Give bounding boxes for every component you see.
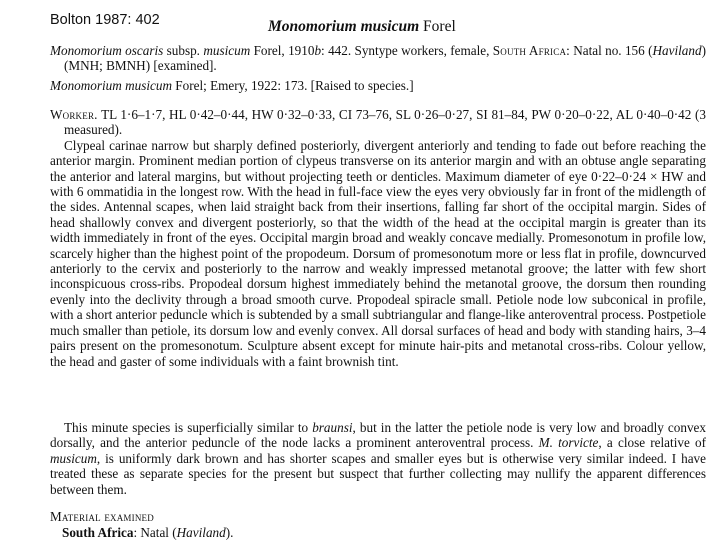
- synonym-year-letter: b: [314, 43, 322, 58]
- synonym-epithet: musicum: [203, 43, 251, 58]
- material-text: ).: [225, 525, 234, 540]
- material-line: [62, 525, 233, 541]
- discussion-text: , a close relative of: [598, 435, 706, 451]
- synonym-collector: Haviland: [652, 43, 702, 58]
- worker-description: Clypeal carinae narrow but sharply defined posteriorly, divergent anteriorly and tending to fade out before reaching the anterior margin. Prominent median portion of clypeus transverse on its anterior margin and with an obtuse angle separating the anterior and lateral margins, but without projecting teeth or denticles. Maximum diameter of eye 0·22–0·24 × HW and with 6 ommatidia in the longest row. With the head in full-face view the eyes very obviously far in front of the midlength of the sides. Antennal scapes, when laid straight back from their insertions, falling far short of the occipital margin. Sides of head shallowly convex and divergent posteriorly, so that the width of the head at the occipital margin is greater than its width immediately in front of the eyes. Occipital margin broad and weakly concave medially. Promesonotum in profile low, scarcely higher than the highest point of the propodeum. Dorsum of promesonotum more or less flat in profile, downcurved anteriorly to the cervix and posteriorly to the narrow and weakly impressed metanotal groove; the latter with few short inconspicuous cross-ribs. Propodeal dorsum highest immediately behind the metanotal groove, the dorsum then rounding evenly into the declivity through a broad smooth curve. Propodeal spiracle small. Petiole node low subconical in profile, with a short anterior peduncle which is subtended by a small subtriangular and flange-like anteroventral process. Postpetiole much smaller than petiole, its dorsum low and evenly convex. All dorsal surfaces of head and body with standing hairs, 3–4 pairs present on the promesonotum. Sculpture absent except for minute hair-pits and metanotal cross-ribs. Colour yellow, the head and gaster of some individuals with a faint brownish tint.: [50, 137, 706, 369]
- synonym-text: Forel, 1910: [250, 43, 315, 58]
- synonym-text: : 442. Syntype workers, female,: [321, 43, 493, 58]
- discussion-text: , is uniformly dark brown and has shorter scapes and smaller eyes but is otherwise very similar indeed. I have treated these as separate species for the present but suspect that further collecting may nullify the apparent differences between them.: [50, 450, 706, 497]
- worker-label: Worker.: [50, 107, 98, 122]
- synonym-text: : Natal no. 156 (: [566, 43, 653, 58]
- synonym-text: ) (MNH; BMNH) [examined].: [64, 43, 706, 74]
- synonymy-entry-2: [50, 78, 706, 93]
- header-reference: Bolton 1987: 402: [50, 12, 160, 28]
- worker-measurements: [50, 107, 706, 138]
- discussion-text: This minute species is superficially similar to: [64, 420, 313, 435]
- synonym-name: Monomorium oscaris: [50, 43, 164, 58]
- title-author: Forel: [423, 18, 456, 35]
- material-collector: Haviland: [176, 525, 226, 540]
- species-name: braunsi: [312, 420, 353, 435]
- measurements-text: TL 1·6–1·7, HL 0·42–0·44, HW 0·32–0·33, CI 73–76, SL 0·26–0·27, SI 81–84, PW 0·20–0·22, AL 0·40–0·42 (3 measured).: [64, 107, 706, 138]
- synonym-name: Monomorium musicum: [50, 77, 172, 93]
- synonym-locality: South Africa: [492, 43, 567, 58]
- synonym-text: subsp.: [163, 43, 204, 58]
- worker-description-block: [50, 107, 706, 369]
- synonymy-block: [50, 43, 706, 93]
- species-title: [268, 18, 456, 36]
- species-name: musicum: [50, 450, 97, 466]
- material-heading: Material examined: [50, 509, 154, 524]
- synonymy-entry-1: [50, 43, 706, 74]
- title-binomial: Monomorium musicum: [268, 18, 420, 35]
- material-text: : Natal (: [133, 525, 177, 540]
- material-country: South Africa: [62, 525, 134, 540]
- discussion-paragraph: [50, 420, 706, 497]
- discussion-text: , but in the latter the petiole node is very low and broadly convex dorsally, and the anterior peduncle of the node lacks a prominent anteroventral process.: [50, 420, 707, 451]
- synonym-text: Forel; Emery, 1922: 173. [Raised to species.]: [171, 77, 414, 93]
- species-name: M. torvicte: [538, 435, 599, 451]
